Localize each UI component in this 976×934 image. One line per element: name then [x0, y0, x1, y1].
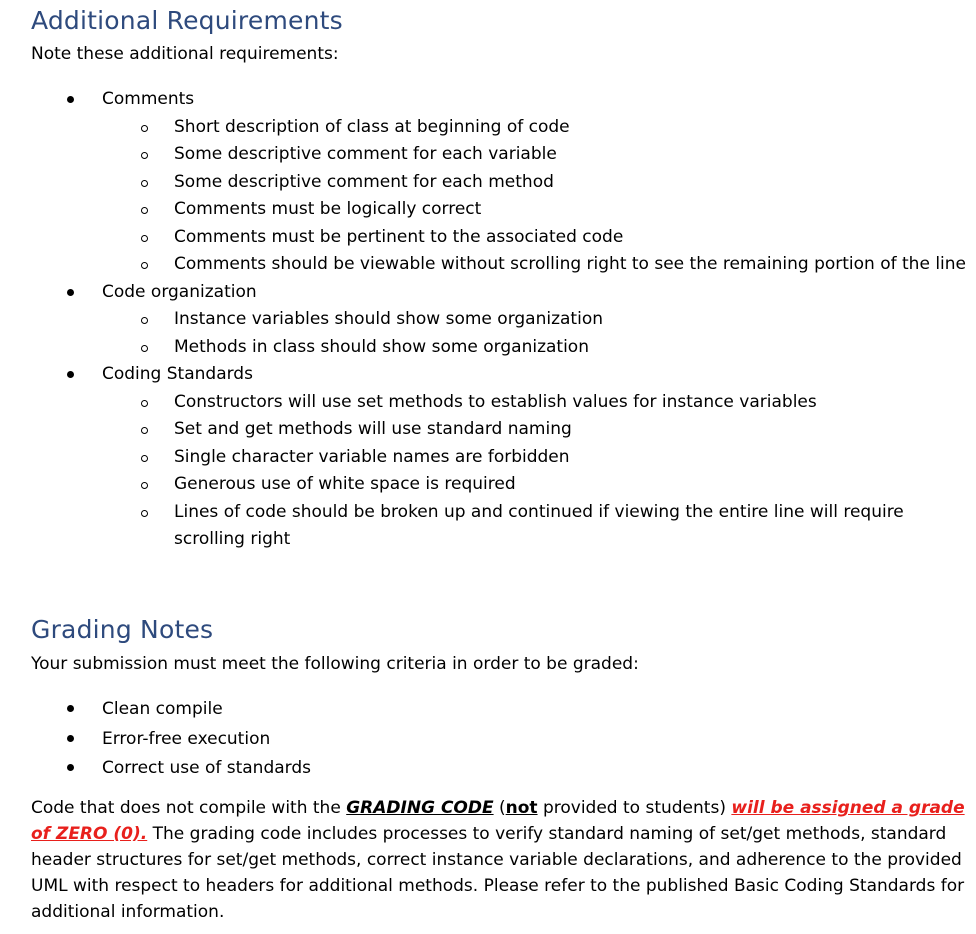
sublist-item: Generous use of white space is required — [102, 471, 966, 499]
sublist-item: Some descriptive comment for each variable — [102, 141, 966, 169]
sublist — [102, 389, 966, 554]
list-item — [31, 361, 966, 554]
requirements-list — [31, 86, 966, 554]
sublist-item: Comments should be viewable without scrolling right to see the remaining portion of the line — [102, 251, 966, 279]
sublist — [102, 114, 966, 279]
not-emphasis: not — [505, 798, 538, 818]
closing-text: ( — [493, 798, 506, 818]
sublist-item: Lines of code should be broken up and continued if viewing the entire line will require scrolling right — [102, 499, 966, 554]
list-item: Clean compile — [31, 695, 966, 725]
sublist-item: Comments must be logically correct — [102, 196, 966, 224]
zero-grade-warning: will be assigned a grade of ZERO (0). — [31, 798, 965, 844]
list-item — [31, 279, 966, 362]
sublist-item: Short description of class at beginning of code — [102, 114, 966, 142]
list-item: Error-free execution — [31, 725, 966, 755]
list-item-label: Code organization — [102, 281, 257, 302]
list-item: Correct use of standards — [31, 754, 966, 784]
grading-intro: Your submission must meet the following criteria in order to be graded: — [31, 654, 639, 674]
sublist — [102, 306, 966, 361]
closing-text: The grading code includes processes to verify standard naming of set/get methods, standard header structures for set/get methods, correct instance variable declarations, and adherence to the provided UML with respect to headers for additional methods. Please refer to the published Basic Coding Standards for additional information. — [31, 824, 965, 922]
grading-code-emphasis: GRADING CODE — [346, 798, 494, 818]
sublist-item: Set and get methods will use standard naming — [102, 416, 966, 444]
sublist-item: Constructors will use set methods to establish values for instance variables — [102, 389, 966, 417]
sublist-item: Single character variable names are forbidden — [102, 444, 966, 472]
sublist-item: Methods in class should show some organization — [102, 334, 966, 362]
sublist-item: Instance variables should show some organization — [102, 306, 966, 334]
closing-text: provided to students) — [537, 798, 732, 818]
sublist-item: Some descriptive comment for each method — [102, 169, 966, 197]
grading-criteria-list — [31, 695, 966, 784]
grading-notes-heading: Grading Notes — [31, 615, 214, 644]
sublist-item: Comments must be pertinent to the associated code — [102, 224, 966, 252]
list-item-label: Comments — [102, 89, 195, 109]
list-item — [31, 86, 966, 279]
closing-text: Code that does not compile with the — [31, 798, 347, 818]
grading-closing-paragraph — [31, 795, 966, 925]
additional-requirements-heading: Additional Requirements — [31, 6, 343, 35]
list-item-label: Coding Standards — [102, 364, 253, 384]
requirements-intro: Note these additional requirements: — [31, 44, 339, 64]
